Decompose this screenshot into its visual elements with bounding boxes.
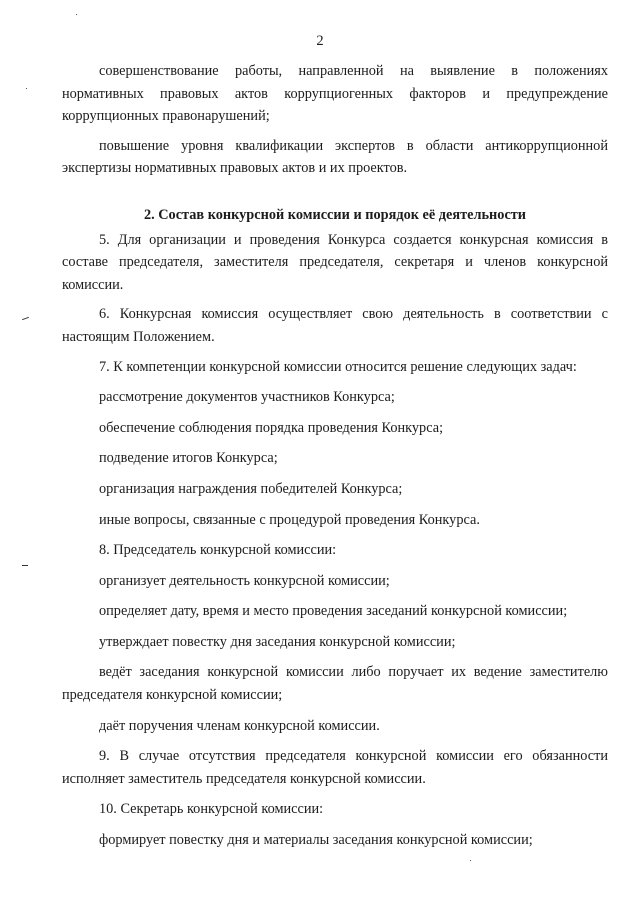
paragraph-9: 9. В случае отсутствия председателя конкурсной комиссии его обязанности исполняет заместитель председателя конкурсной комиссии. bbox=[62, 748, 608, 787]
list-item: определяет дату, время и место проведения заседаний конкурсной комиссии; bbox=[99, 603, 568, 620]
scan-artifact-mark bbox=[22, 565, 28, 566]
list-item: рассмотрение документов участников Конкурса; bbox=[99, 389, 395, 406]
paragraph-10: 10. Секретарь конкурсной комиссии: bbox=[99, 801, 324, 818]
list-item: подведение итогов Конкурса; bbox=[99, 450, 278, 467]
paragraph-7: 7. К компетенции конкурсной комиссии относится решение следующих задач: bbox=[99, 358, 577, 375]
section-heading: 2. Состав конкурсной комиссии и порядок её деятельности bbox=[143, 206, 527, 223]
paragraph-anticorruption-work: совершенствование работы, направленной на выявление в положениях нормативных правовых актов коррупциогенных факторов и предупреждение коррупционных правонарушений; bbox=[62, 63, 608, 125]
paragraph-6: 6. Конкурсная комиссия осуществляет свою деятельность в соответствии с настоящим Положением. bbox=[62, 306, 608, 345]
list-item: иные вопросы, связанные с процедурой проведения Конкурса. bbox=[99, 511, 480, 528]
list-item: формирует повестку дня и материалы заседания конкурсной комиссии; bbox=[99, 832, 533, 849]
list-item: организация награждения победителей Конкурса; bbox=[99, 480, 403, 497]
paragraph-expert-qualification: повышение уровня квалификации экспертов в области антикоррупционной экспертизы нормативных правовых актов и их проектов. bbox=[62, 137, 608, 177]
list-item: обеспечение соблюдения порядка проведения Конкурса; bbox=[99, 419, 444, 436]
document-body bbox=[62, 60, 608, 852]
scan-artifact-dot bbox=[470, 860, 471, 861]
paragraph-5: 5. Для организации и проведения Конкурса создается конкурсная комиссия в составе председателя, заместителя председателя, секретаря и членов конкурсной комиссии. bbox=[62, 231, 608, 293]
paragraph-8: 8. Председатель конкурсной комиссии: bbox=[99, 542, 337, 559]
scan-artifact-mark bbox=[22, 317, 29, 320]
scan-artifact-dot bbox=[26, 88, 27, 89]
scan-artifact-dot bbox=[76, 14, 77, 15]
list-item: ведёт заседания конкурсной комиссии либо поручает их ведение заместителю председателя конкурсной комиссии; bbox=[62, 664, 608, 704]
page-number: 2 bbox=[316, 33, 324, 49]
list-item: организует деятельность конкурсной комиссии; bbox=[99, 572, 390, 589]
list-item: даёт поручения членам конкурсной комиссии. bbox=[99, 717, 380, 734]
list-item: утверждает повестку дня заседания конкурсной комиссии; bbox=[99, 633, 456, 650]
